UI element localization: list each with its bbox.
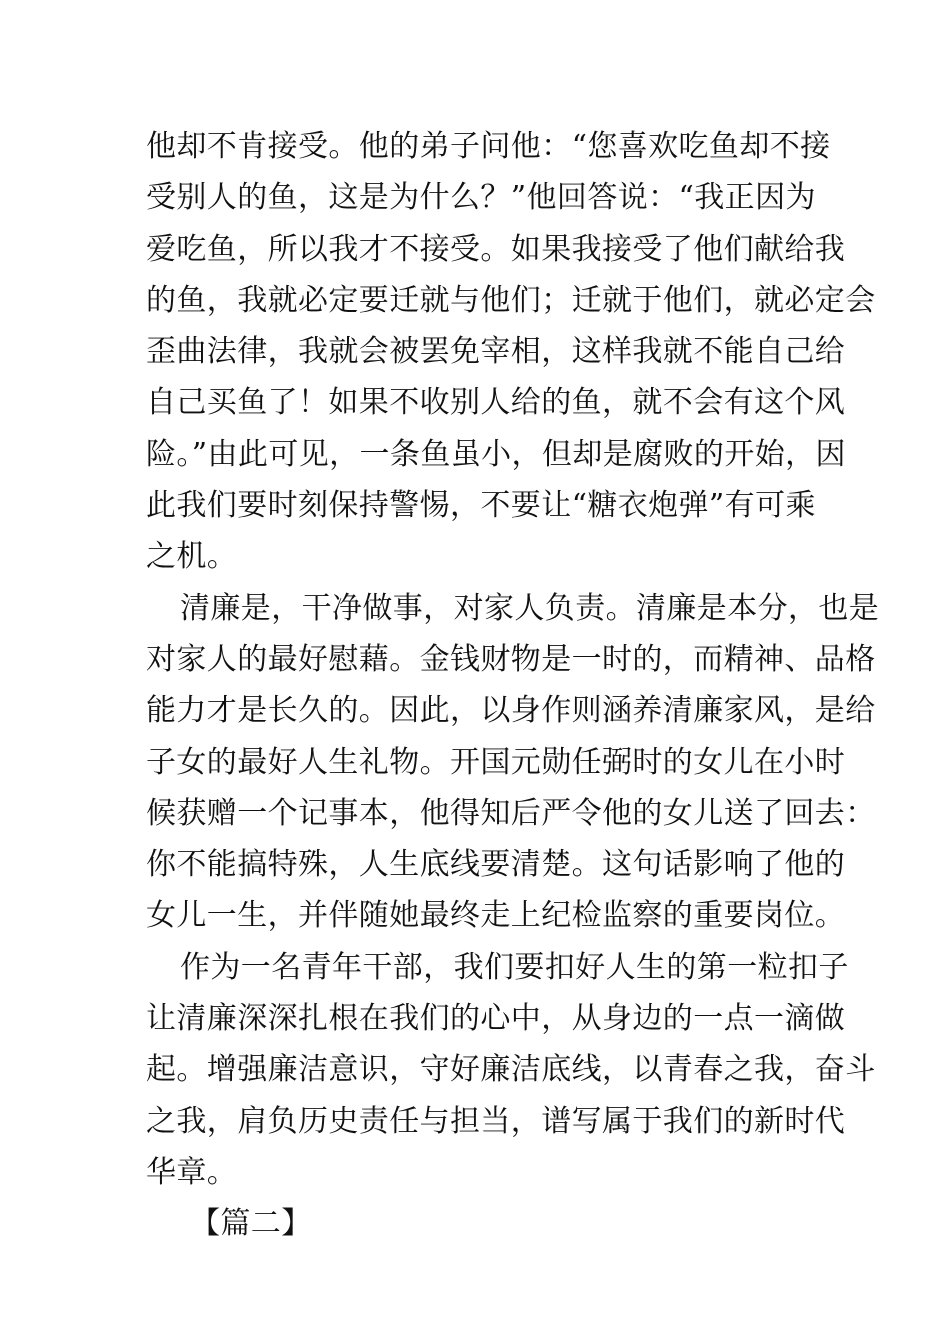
text-line: 华章。	[146, 1154, 238, 1190]
text-line: 起。增强廉洁意识，守好廉洁底线，以青春之我，奋斗	[146, 1052, 876, 1088]
paragraph-3	[146, 942, 876, 1198]
text-line: 你不能搞特殊，人生底线要清楚。这句话影响了他的	[146, 847, 846, 883]
text-line: 清廉是，干净做事，对家人负责。清廉是本分，也是	[180, 590, 880, 626]
text-line: 让清廉深深扎根在我们的心中，从身边的一点一滴做	[146, 1001, 846, 1037]
text-line: 自己买鱼了！如果不收别人给的鱼，就不会有这个风	[146, 385, 846, 421]
document-body	[146, 121, 880, 1250]
text-line: 之我，肩负历史责任与担当，谱写属于我们的新时代	[146, 1103, 846, 1139]
text-line: 爱吃鱼，所以我才不接受。如果我接受了他们献给我	[146, 231, 846, 267]
text-line: 女儿一生，并伴随她最终走上纪检监察的重要岗位。	[146, 898, 846, 934]
paragraph-2	[146, 583, 880, 942]
text-line: 他却不肯接受。他的弟子问他：“您喜欢吃鱼却不接	[146, 129, 831, 164]
text-line: 险。”由此可见，一条鱼虽小，但却是腐败的开始，因	[146, 436, 846, 472]
text-line: 之机。	[146, 539, 238, 575]
text-line: 此我们要时刻保持警惕，不要让“糖衣炮弹”有可乘	[146, 488, 816, 524]
section-heading: 【篇二】	[190, 1206, 312, 1242]
text-line: 受别人的鱼，这是为什么？”他回答说：“我正因为	[146, 180, 816, 216]
text-line: 作为一名青年干部，我们要扣好人生的第一粒扣子	[180, 949, 849, 985]
text-line: 候获赠一个记事本，他得知后严令他的女儿送了回去：	[146, 795, 876, 831]
text-line: 对家人的最好慰藉。金钱财物是一时的，而精神、品格	[146, 641, 876, 677]
paragraph-1	[146, 121, 876, 583]
text-line: 能力才是长久的。因此，以身作则涵养清廉家风，是给	[146, 693, 876, 729]
text-line: 歪曲法律，我就会被罢免宰相，这样我就不能自己给	[146, 334, 846, 370]
text-line: 的鱼，我就必定要迁就与他们；迁就于他们，就必定会	[146, 282, 876, 318]
text-line: 子女的最好人生礼物。开国元勋任弼时的女儿在小时	[146, 744, 846, 780]
